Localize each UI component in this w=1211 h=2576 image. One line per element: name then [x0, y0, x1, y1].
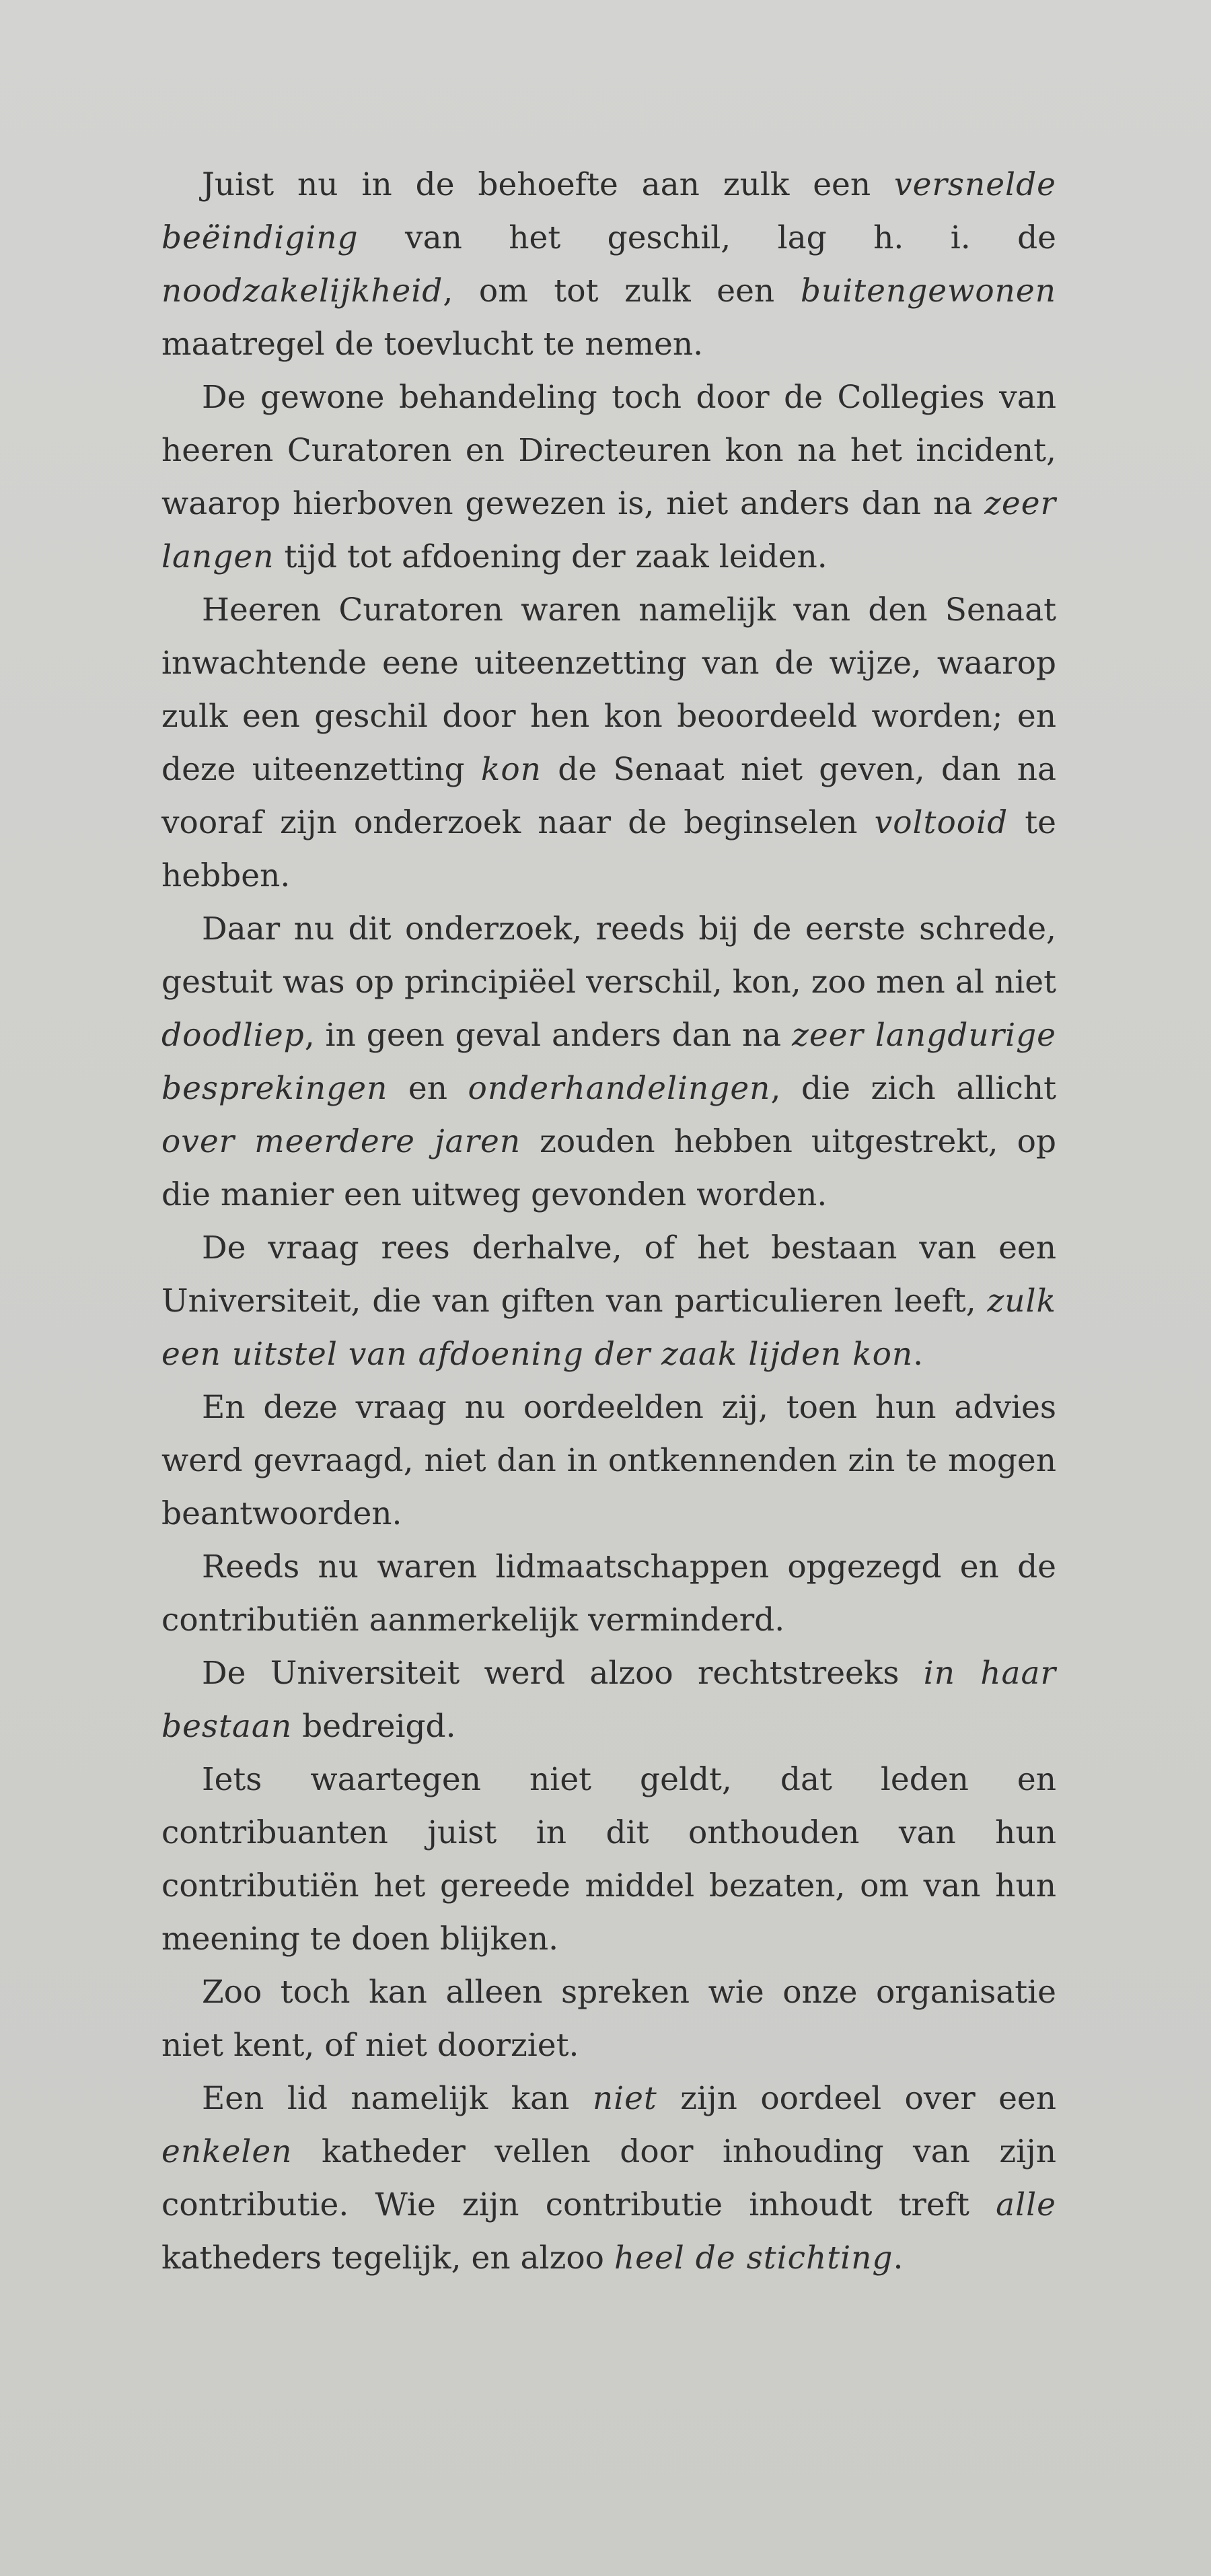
emphasized-text: kon — [480, 751, 542, 788]
emphasized-text: buitengewonen — [800, 273, 1056, 310]
text-run: katheders tegelijk, en alzoo — [161, 2240, 614, 2277]
text-run: , die zich allicht — [770, 1070, 1056, 1107]
text-run: de Senaat niet geven, dan na vooraf zijn onderzoek naar de beginselen — [161, 751, 1056, 841]
text-run: van het geschil, lag h. i. de — [358, 219, 1056, 256]
emphasized-text: onderhandelingen — [468, 1070, 771, 1107]
text-run: Daar nu dit onderzoek, reeds bij de eerste schrede, gestuit was op principiëel verschil, kon, zoo men al niet — [161, 910, 1056, 1001]
emphasized-text: over meerdere jaren — [161, 1123, 521, 1160]
emphasized-text: doodliep — [161, 1017, 305, 1054]
text-run: Een lid namelijk kan — [202, 2080, 593, 2117]
emphasized-text: zulk een uitstel van afdoening der zaak lijden kon — [161, 1283, 1056, 1373]
text-run: bedreigd. — [292, 1708, 456, 1745]
text-run: zouden hebben uitgestrekt, op die manier een uitweg gevonden worden. — [161, 1123, 1056, 1213]
paragraph — [161, 158, 1056, 371]
text-run: . — [913, 1336, 924, 1373]
paragraph — [161, 1221, 1056, 1381]
paragraph — [161, 1381, 1056, 1540]
paragraph — [161, 1540, 1056, 1647]
emphasized-text: noodzakelijkheid — [161, 273, 443, 310]
emphasized-text: niet — [592, 2080, 657, 2117]
text-run: , om tot zulk een — [443, 273, 801, 310]
paragraph — [161, 1753, 1056, 1966]
text-run: zijn oordeel over een — [657, 2080, 1056, 2117]
paragraph — [161, 1647, 1056, 1753]
text-run: te hebben. — [161, 804, 1056, 894]
paragraph — [161, 2072, 1056, 2285]
text-run: tijd tot afdoening der zaak leiden. — [274, 538, 828, 575]
body-text — [161, 158, 1056, 2285]
text-run: , in geen geval anders dan na — [304, 1017, 793, 1054]
paragraph — [161, 1966, 1056, 2072]
text-run: Iets waartegen niet geldt, dat leden en contribuanten juist in dit onthouden van hun contributiën het gereede middel bezaten, om van hun meening te doen blijken. — [161, 1761, 1056, 1958]
text-run: Juist nu in de behoefte aan zulk een — [202, 166, 895, 203]
emphasized-text: alle — [996, 2186, 1056, 2223]
text-run: De Universiteit werd alzoo rechtstreeks — [202, 1655, 924, 1692]
text-run: en — [388, 1070, 468, 1107]
emphasized-text: versnelde beëindiging — [161, 166, 1056, 256]
text-run: . — [893, 2240, 904, 2277]
text-run: De vraag rees derhalve, of het bestaan van een Universiteit, die van giften van particulieren leeft, — [161, 1229, 1056, 1320]
text-run: maatregel de toevlucht te nemen. — [161, 326, 704, 363]
text-run: Reeds nu waren lidmaatschappen opgezegd en de contributiën aanmerkelijk verminderd. — [161, 1548, 1056, 1639]
emphasized-text: voltooid — [874, 804, 1008, 841]
text-run: katheder vellen door inhouding van zijn contributie. Wie zijn contributie inhoudt treft — [161, 2133, 1056, 2223]
text-run: De gewone behandeling toch door de Collegies van heeren Curatoren en Directeuren kon na het incident, waarop hierboven gewezen is, niet anders dan na — [161, 379, 1056, 522]
paragraph — [161, 583, 1056, 902]
emphasized-text: heel de stichting — [614, 2240, 893, 2277]
text-run: En deze vraag nu oordeelden zij, toen hun advies werd gevraagd, niet dan in ontkennenden zin te mogen beantwoorden. — [161, 1389, 1056, 1532]
paragraph — [161, 902, 1056, 1221]
text-run: Zoo toch kan alleen spreken wie onze organisatie niet kent, of niet doorziet. — [161, 1974, 1056, 2064]
paragraph — [161, 371, 1056, 583]
emphasized-text: enkelen — [161, 2133, 293, 2170]
emphasized-text: zeer langdurige besprekingen — [161, 1017, 1056, 1107]
text-run: Heeren Curatoren waren namelijk van den Senaat inwachtende eene uiteenzetting van de wijze, waarop zulk een geschil door hen kon beoordeeld worden; en deze uiteenzetting — [161, 592, 1056, 788]
emphasized-text: in haar bestaan — [161, 1655, 1056, 1745]
emphasized-text: zeer langen — [161, 485, 1056, 575]
